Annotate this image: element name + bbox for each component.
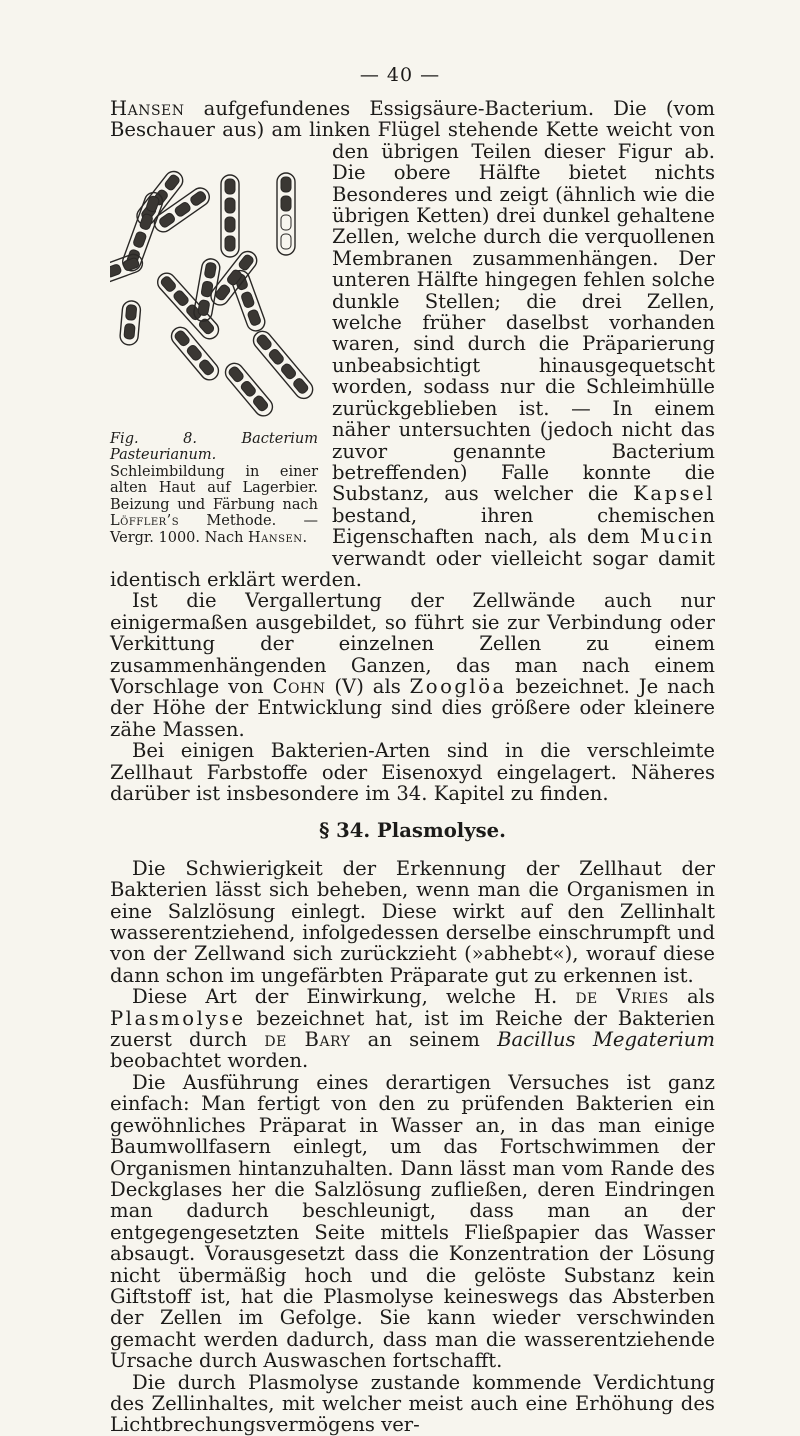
paragraph-vergallertung: Ist die Vergallertung der Zellwände auch nur einigermaßen ausgebildet, so führt sie zur Verbindung oder Verkittung der einzelnen Zellen zu einem zusammenhängenden Ganzen, das man nach einem Vorschlage von Cohn (V) als Zooglöa bezeichnet. Je nach der Höhe der Entwicklung sind dies größere oder kleinere zähe Massen.: [110, 589, 715, 741]
cell-chain: [250, 327, 316, 401]
bacterium-cell: [240, 291, 255, 309]
paragraph-plasmolyse-art: Diese Art der Einwirkung, welche H. de Vries als Plasmolyse bezeichnet hat, ist im Reiche der Bakterien zuerst durch de Bary an seinem Bacillus Megaterium beobachtet worden.: [110, 985, 716, 1073]
body-text: [110, 98, 715, 1436]
bacterium-cell: [225, 217, 235, 232]
figure-8: [110, 165, 318, 547]
bacterium-cell: [247, 309, 262, 327]
paragraph-verdichtung: Die durch Plasmolyse zustande kommende Verdichtung des Zellinhaltes, mit welcher meist auch eine Erhöhung des Lichtbrechungsvermögens ver-: [110, 1370, 715, 1436]
section-heading: § 34. Plasmolyse.: [319, 819, 506, 843]
cell-chain: [119, 300, 141, 345]
page-number: — 40 —: [359, 64, 441, 86]
bacterium-cell: [132, 231, 147, 249]
author-hansen: Hansen: [110, 97, 185, 120]
bacterium-cell: [124, 323, 135, 339]
bacterium-cell: [225, 179, 235, 194]
paragraph-farbstoffe: Bei einigen Bakterien-Arten sind in die verschleimte Zellhaut Farbstoffe oder Eisenoxyd eingelagert. Näheres darüber ist insbesondere im 34. Kapitel zu finden.: [110, 739, 715, 805]
figure-caption-title: Fig. 8. Bacterium Pasteurianum.: [110, 430, 318, 464]
cell-chain: [221, 175, 239, 257]
bacterium-cell: [281, 196, 291, 211]
bacterium-cell: [198, 299, 210, 316]
bacterium-cell: [126, 304, 137, 320]
bacterium-chains-illustration: [110, 165, 318, 431]
bacterium-cell: [204, 262, 216, 279]
bacterium-cell: [281, 177, 291, 192]
paragraph-schwierigkeit: Die Schwierigkeit der Erkennung der Zellhaut der Bakterien lässt sich beheben, wenn man die Organismen in eine Salzlösung einlegt. Diese wirkt auf den Zellinhalt wasserentziehend, infolgedessen derselbe einschrumpft und von der Zellwand sich zurückzieht (»abhebt«), worauf diese dann schon im ungefärbten Präparate gut zu erkennen ist.: [110, 856, 715, 987]
cell-chain: [168, 323, 222, 383]
paragraph-intro: Hansen aufgefundenes Essigsäure-Bacterium. Die (vom Beschauer aus) am linken Flügel stehende Kette weicht von den übrigen Teilen dieser Figur ab. Fig. 8. Bacterium Pasteurianum. Schleimbildung in einer alten Haut auf Lagerbier. Beizung und Färbung nach Löffler’s Methode. — Vergr. 1000. Nach Hansen. Die obere Hälfte bietet nichts Besonderes und zeigt (ähnlich wie die übrigen Ketten) drei dunkel gehaltene Zellen, welche durch die verquollenen Membranen zusammenhängen. Der unteren Hälfte hingegen fehlen solche dunkle Stellen; die drei Zellen, welche früher daselbst vorhanden waren, sind durch die Präparierung unbeabsichtigt hinausgequetscht worden, sodass nur die Schleimhülle zurückgeblieben ist. — In einem näher untersuchten (jedoch nicht das zuvor genannte Bacterium betreffenden) Falle konnte die Substanz, aus welcher die Kapsel bestand, ihren chemischen Eigenschaften nach, als dem Mucin verwandt oder vielleicht sogar damit identisch erklärt werden.: [110, 98, 715, 590]
bacterium-cell: [110, 263, 122, 278]
bacterium-cell: [281, 215, 291, 230]
bacterium-cell: [225, 198, 235, 213]
paragraph-ausfuehrung: Die Ausführung eines derartigen Versuches ist ganz einfach: Man fertigt von den zu prüfenden Bakterien ein gewöhnliches Präparat in Wasser an, in das man einige Baumwollfasern einlegt, um das Fortschwimmen der Organismen hintanzuhalten. Dann lässt man vom Rande des Deckglases her die Salzlösung zufließen, deren Eindringen man dadurch beschleunigt, dass man an der entgegengesetzten Seite mittels Fließpapier das Wasser absaugt. Vorausgesetzt dass die Konzentration der Lösung nicht übermäßig hoch und die gelöste Substanz kein Giftstoff ist, hat die Plasmolyse keineswegs das Absterben der Zellen im Gefolge. Sie kann wieder verschwinden gemacht werden dadurch, dass man die wasserentziehende Ursache durch Auswaschen fortschafft.: [110, 1070, 715, 1373]
bacterium-cell: [145, 195, 160, 213]
figure-caption: Fig. 8. Bacterium Pasteurianum. Schleimbildung in einer alten Haut auf Lagerbier. Beizung und Färbung nach Löffler’s Methode. — Vergr. 1000. Nach Hansen.: [110, 430, 318, 546]
bacterium-cell: [281, 234, 291, 249]
bacterium-cell: [225, 236, 235, 251]
cell-chain: [222, 359, 276, 419]
cell-chain: [277, 173, 295, 255]
bacterium-cell: [139, 213, 154, 231]
